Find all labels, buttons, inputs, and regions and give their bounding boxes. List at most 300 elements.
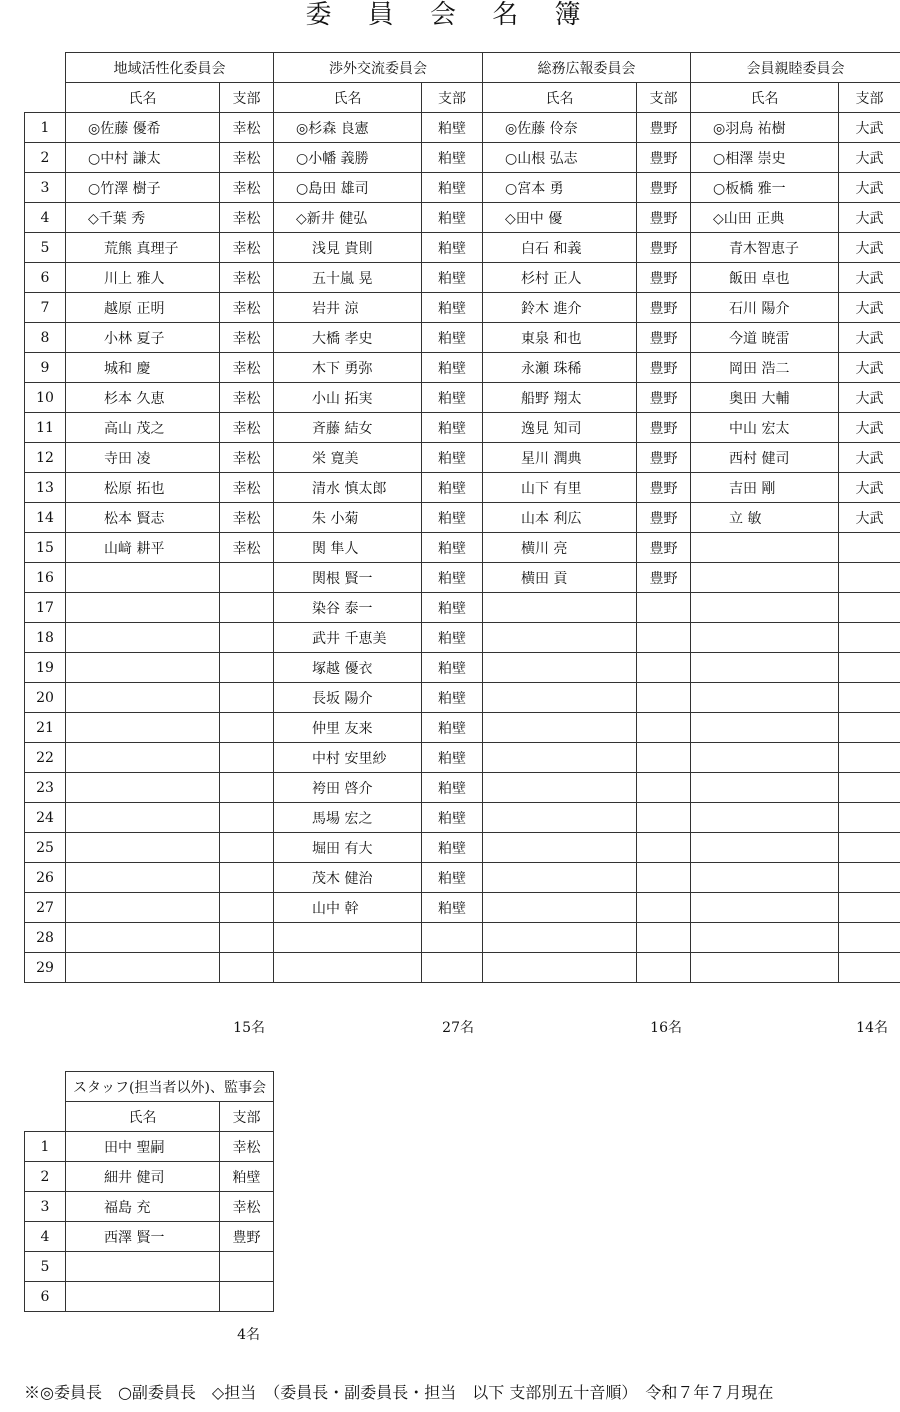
empty-name-cell [66, 953, 220, 983]
empty-branch-cell [422, 953, 483, 983]
table-row [25, 1222, 274, 1252]
member-branch: 大武 [839, 173, 900, 203]
member-branch: 幸松 [220, 443, 274, 473]
member-branch: 幸松 [220, 533, 274, 563]
member-name: 山下 有里 [483, 473, 637, 503]
empty-name-cell [483, 833, 637, 863]
table-row [25, 353, 900, 383]
empty-branch-cell [220, 713, 274, 743]
member-name: 高山 茂之 [66, 413, 220, 443]
member-branch: 幸松 [220, 173, 274, 203]
row-number: 8 [25, 323, 66, 353]
committee-count-2: 27名 [442, 1020, 474, 1036]
empty-branch-cell [220, 953, 274, 983]
member-name: ○山根 弘志 [483, 143, 637, 173]
staff-branch: 粕壁 [220, 1162, 274, 1192]
member-name: ◇田中 優 [483, 203, 637, 233]
member-branch: 大武 [839, 353, 900, 383]
member-name: 栄 寛美 [274, 443, 422, 473]
staff-branch: 幸松 [220, 1132, 274, 1162]
member-name: 松原 拓也 [66, 473, 220, 503]
empty-name-cell [274, 953, 422, 983]
member-branch: 粕壁 [422, 833, 483, 863]
row-number: 1 [25, 1132, 66, 1162]
member-name: ○板橋 雅一 [691, 173, 839, 203]
member-name: 関 隼人 [274, 533, 422, 563]
row-number: 28 [25, 923, 66, 953]
member-name: 中村 安里紗 [274, 743, 422, 773]
empty-branch-cell [637, 593, 691, 623]
empty-name-cell [691, 803, 839, 833]
empty-branch-cell [839, 683, 900, 713]
member-name: 五十嵐 晃 [274, 263, 422, 293]
member-branch: 粕壁 [422, 413, 483, 443]
member-branch: 粕壁 [422, 113, 483, 143]
empty-name-cell [691, 653, 839, 683]
empty-branch-cell [637, 773, 691, 803]
member-name: 横田 貢 [483, 563, 637, 593]
row-number: 3 [25, 1192, 66, 1222]
empty-branch-cell [637, 863, 691, 893]
member-name: 岡田 浩二 [691, 353, 839, 383]
member-name: 立 敏 [691, 503, 839, 533]
empty-name-cell [66, 833, 220, 863]
member-branch: 粕壁 [422, 293, 483, 323]
staff-group-name: スタッフ(担当者以外)、監事会 [66, 1072, 274, 1102]
member-branch: 粕壁 [422, 323, 483, 353]
table-row [25, 323, 900, 353]
member-branch: 粕壁 [422, 263, 483, 293]
member-name: ◇新井 健弘 [274, 203, 422, 233]
member-branch: 大武 [839, 443, 900, 473]
empty-branch-cell [637, 953, 691, 983]
empty-name-cell [483, 953, 637, 983]
committee-name: 渉外交流委員会 [274, 53, 483, 83]
member-name: 横川 亮 [483, 533, 637, 563]
member-branch: 幸松 [220, 263, 274, 293]
branch-column-header: 支部 [220, 83, 274, 113]
empty-branch-cell [839, 743, 900, 773]
member-branch: 幸松 [220, 413, 274, 443]
empty-branch-cell [839, 533, 900, 563]
row-number: 4 [25, 1222, 66, 1252]
member-name: 塚越 優衣 [274, 653, 422, 683]
empty-name-cell [66, 713, 220, 743]
empty-name-cell [691, 863, 839, 893]
row-number: 2 [25, 143, 66, 173]
empty-branch-cell [839, 863, 900, 893]
member-name: ○島田 雄司 [274, 173, 422, 203]
table-row [25, 953, 900, 983]
table-row [25, 1192, 274, 1222]
member-branch: 豊野 [637, 353, 691, 383]
row-number: 21 [25, 713, 66, 743]
member-branch: 大武 [839, 293, 900, 323]
member-branch: 粕壁 [422, 353, 483, 383]
staff-name: 福島 充 [66, 1192, 220, 1222]
empty-branch-cell [220, 1282, 274, 1312]
branch-column-header: 支部 [422, 83, 483, 113]
corner-cell [25, 83, 66, 113]
row-number: 2 [25, 1162, 66, 1192]
empty-name-cell [483, 773, 637, 803]
empty-name-cell [691, 593, 839, 623]
row-number: 13 [25, 473, 66, 503]
member-branch: 大武 [839, 233, 900, 263]
empty-branch-cell [637, 923, 691, 953]
table-row [25, 653, 900, 683]
empty-branch-cell [839, 803, 900, 833]
staff-branch: 豊野 [220, 1222, 274, 1252]
member-name: 青木智恵子 [691, 233, 839, 263]
member-branch: 粕壁 [422, 443, 483, 473]
member-name: 仲里 友来 [274, 713, 422, 743]
member-branch: 幸松 [220, 293, 274, 323]
corner-cell [25, 1072, 66, 1102]
empty-name-cell [66, 773, 220, 803]
table-row [25, 233, 900, 263]
member-name: 長坂 陽介 [274, 683, 422, 713]
member-branch: 粕壁 [422, 743, 483, 773]
empty-branch-cell [637, 893, 691, 923]
committee-name: 地域活性化委員会 [66, 53, 274, 83]
member-name: 西村 健司 [691, 443, 839, 473]
member-name: 松本 賢志 [66, 503, 220, 533]
footnote: ※◎委員長 ○副委員長 ◇担当 （委員長・副委員長・担当 以下 支部別五十音順） 令和７年７月現在 [24, 1383, 774, 1402]
empty-branch-cell [220, 653, 274, 683]
empty-name-cell [66, 743, 220, 773]
member-branch: 幸松 [220, 503, 274, 533]
member-name: 茂木 健治 [274, 863, 422, 893]
table-row [25, 1252, 274, 1282]
table-row [25, 893, 900, 923]
member-name: 杉村 正人 [483, 263, 637, 293]
empty-name-cell [66, 803, 220, 833]
name-column-header: 氏名 [66, 1102, 220, 1132]
row-number: 15 [25, 533, 66, 563]
member-name: ○中村 謙太 [66, 143, 220, 173]
table-row [25, 533, 900, 563]
row-number: 22 [25, 743, 66, 773]
table-row [25, 413, 900, 443]
staff-column-header-row [25, 1102, 274, 1132]
member-name: 杉本 久恵 [66, 383, 220, 413]
committee-count-3: 16名 [650, 1020, 682, 1036]
member-name: 飯田 卓也 [691, 263, 839, 293]
member-name: 船野 翔太 [483, 383, 637, 413]
member-branch: 粕壁 [422, 803, 483, 833]
empty-branch-cell [220, 833, 274, 863]
member-name: 堀田 有大 [274, 833, 422, 863]
empty-branch-cell [220, 893, 274, 923]
empty-name-cell [483, 683, 637, 713]
page-title: 委 員 会 名 簿 [305, 0, 595, 30]
member-name: ◇山田 正典 [691, 203, 839, 233]
member-name: 川上 雅人 [66, 263, 220, 293]
table-row [25, 203, 900, 233]
member-name: 馬場 宏之 [274, 803, 422, 833]
empty-branch-cell [422, 923, 483, 953]
member-branch: 粕壁 [422, 473, 483, 503]
member-branch: 幸松 [220, 203, 274, 233]
member-name: 石川 陽介 [691, 293, 839, 323]
empty-branch-cell [839, 893, 900, 923]
branch-column-header: 支部 [220, 1102, 274, 1132]
committee-name: 会員親睦委員会 [691, 53, 900, 83]
table-row [25, 803, 900, 833]
member-name: 小山 拓実 [274, 383, 422, 413]
empty-name-cell [66, 683, 220, 713]
table-row [25, 593, 900, 623]
empty-branch-cell [220, 1252, 274, 1282]
empty-branch-cell [637, 803, 691, 833]
empty-branch-cell [220, 563, 274, 593]
empty-name-cell [483, 653, 637, 683]
empty-name-cell [483, 893, 637, 923]
empty-name-cell [691, 623, 839, 653]
staff-name: 細井 健司 [66, 1162, 220, 1192]
empty-name-cell [691, 533, 839, 563]
member-name: 大橋 孝史 [274, 323, 422, 353]
table-row [25, 503, 900, 533]
member-branch: 豊野 [637, 413, 691, 443]
committee-header-row [25, 53, 900, 83]
empty-name-cell [691, 713, 839, 743]
table-row [25, 563, 900, 593]
member-name: 奥田 大輔 [691, 383, 839, 413]
corner-cell [25, 53, 66, 83]
member-branch: 豊野 [637, 323, 691, 353]
member-name: 武井 千恵美 [274, 623, 422, 653]
empty-branch-cell [220, 863, 274, 893]
member-branch: 豊野 [637, 203, 691, 233]
member-branch: 豊野 [637, 503, 691, 533]
member-name: 吉田 剛 [691, 473, 839, 503]
empty-branch-cell [839, 953, 900, 983]
branch-column-header: 支部 [637, 83, 691, 113]
member-branch: 大武 [839, 263, 900, 293]
row-number: 6 [25, 1282, 66, 1312]
member-branch: 粕壁 [422, 383, 483, 413]
member-branch: 豊野 [637, 383, 691, 413]
member-name: ◎佐藤 伶奈 [483, 113, 637, 143]
row-number: 12 [25, 443, 66, 473]
name-column-header: 氏名 [66, 83, 220, 113]
empty-name-cell [691, 683, 839, 713]
empty-name-cell [66, 863, 220, 893]
name-column-header: 氏名 [274, 83, 422, 113]
member-name: 山本 利広 [483, 503, 637, 533]
member-name: 染谷 泰一 [274, 593, 422, 623]
empty-branch-cell [839, 653, 900, 683]
empty-name-cell [483, 593, 637, 623]
member-branch: 幸松 [220, 323, 274, 353]
empty-name-cell [66, 563, 220, 593]
empty-name-cell [483, 713, 637, 743]
table-row [25, 1162, 274, 1192]
member-name: ○宮本 勇 [483, 173, 637, 203]
member-name: 永瀬 珠稀 [483, 353, 637, 383]
member-branch: 豊野 [637, 533, 691, 563]
member-name: 城和 慶 [66, 353, 220, 383]
member-name: 白石 和義 [483, 233, 637, 263]
table-row [25, 143, 900, 173]
member-name: 浅見 貴則 [274, 233, 422, 263]
row-number: 27 [25, 893, 66, 923]
empty-branch-cell [839, 713, 900, 743]
row-number: 1 [25, 113, 66, 143]
member-branch: 豊野 [637, 443, 691, 473]
empty-branch-cell [220, 803, 274, 833]
table-row [25, 173, 900, 203]
column-header-row [25, 83, 900, 113]
member-name: ○相澤 崇史 [691, 143, 839, 173]
member-branch: 豊野 [637, 293, 691, 323]
table-row [25, 773, 900, 803]
member-name: 斉藤 結女 [274, 413, 422, 443]
member-branch: 粕壁 [422, 863, 483, 893]
member-name: ○竹澤 樹子 [66, 173, 220, 203]
member-branch: 粕壁 [422, 773, 483, 803]
member-name: 小林 夏子 [66, 323, 220, 353]
row-number: 3 [25, 173, 66, 203]
member-branch: 豊野 [637, 173, 691, 203]
member-name: 袴田 啓介 [274, 773, 422, 803]
table-row [25, 923, 900, 953]
row-number: 5 [25, 1252, 66, 1282]
table-row [25, 1132, 274, 1162]
member-branch: 大武 [839, 473, 900, 503]
member-branch: 粕壁 [422, 503, 483, 533]
row-number: 24 [25, 803, 66, 833]
row-number: 10 [25, 383, 66, 413]
staff-count: 4名 [237, 1327, 260, 1343]
row-number: 17 [25, 593, 66, 623]
member-branch: 大武 [839, 503, 900, 533]
table-row [25, 263, 900, 293]
table-row [25, 713, 900, 743]
member-branch: 幸松 [220, 473, 274, 503]
table-row [25, 293, 900, 323]
member-name: 朱 小菊 [274, 503, 422, 533]
member-branch: 幸松 [220, 353, 274, 383]
table-row [25, 113, 900, 143]
empty-branch-cell [839, 563, 900, 593]
row-number: 14 [25, 503, 66, 533]
table-row [25, 1282, 274, 1312]
empty-name-cell [483, 623, 637, 653]
empty-name-cell [691, 893, 839, 923]
empty-branch-cell [220, 683, 274, 713]
staff-header-row [25, 1072, 274, 1102]
empty-name-cell [691, 563, 839, 593]
member-name: 荒熊 真理子 [66, 233, 220, 263]
member-branch: 大武 [839, 143, 900, 173]
empty-branch-cell [637, 833, 691, 863]
member-branch: 粕壁 [422, 173, 483, 203]
member-name: ◎佐藤 優希 [66, 113, 220, 143]
row-number: 9 [25, 353, 66, 383]
member-branch: 大武 [839, 323, 900, 353]
row-number: 25 [25, 833, 66, 863]
table-row [25, 473, 900, 503]
member-branch: 豊野 [637, 143, 691, 173]
member-branch: 粕壁 [422, 143, 483, 173]
committee-count-4: 14名 [856, 1020, 888, 1036]
empty-name-cell [66, 653, 220, 683]
member-name: 鈴木 進介 [483, 293, 637, 323]
member-branch: 豊野 [637, 263, 691, 293]
committee-count-1: 15名 [233, 1020, 265, 1036]
member-branch: 大武 [839, 413, 900, 443]
row-number: 16 [25, 563, 66, 593]
member-name: 山﨑 耕平 [66, 533, 220, 563]
member-branch: 粕壁 [422, 533, 483, 563]
empty-name-cell [66, 893, 220, 923]
member-name: 清水 慎太郎 [274, 473, 422, 503]
empty-name-cell [691, 743, 839, 773]
table-row [25, 863, 900, 893]
empty-branch-cell [220, 623, 274, 653]
member-branch: 大武 [839, 383, 900, 413]
branch-column-header: 支部 [839, 83, 900, 113]
corner-cell [25, 1102, 66, 1132]
member-branch: 幸松 [220, 143, 274, 173]
empty-name-cell [483, 923, 637, 953]
empty-name-cell [66, 1282, 220, 1312]
empty-name-cell [691, 923, 839, 953]
member-branch: 粕壁 [422, 563, 483, 593]
empty-branch-cell [637, 713, 691, 743]
empty-name-cell [691, 953, 839, 983]
empty-branch-cell [839, 923, 900, 953]
empty-branch-cell [220, 773, 274, 803]
empty-name-cell [483, 863, 637, 893]
row-number: 29 [25, 953, 66, 983]
member-name: 越原 正明 [66, 293, 220, 323]
staff-name: 西澤 賢一 [66, 1222, 220, 1252]
member-branch: 粕壁 [422, 233, 483, 263]
empty-name-cell [483, 803, 637, 833]
member-name: 岩井 涼 [274, 293, 422, 323]
member-name: 東泉 和也 [483, 323, 637, 353]
row-number: 23 [25, 773, 66, 803]
member-branch: 豊野 [637, 233, 691, 263]
empty-branch-cell [637, 653, 691, 683]
member-branch: 大武 [839, 203, 900, 233]
row-number: 7 [25, 293, 66, 323]
member-branch: 豊野 [637, 113, 691, 143]
member-branch: 大武 [839, 113, 900, 143]
member-branch: 幸松 [220, 113, 274, 143]
staff-branch: 幸松 [220, 1192, 274, 1222]
empty-branch-cell [220, 743, 274, 773]
table-row [25, 743, 900, 773]
row-number: 18 [25, 623, 66, 653]
member-name: 逸見 知司 [483, 413, 637, 443]
member-branch: 豊野 [637, 473, 691, 503]
table-row [25, 383, 900, 413]
member-name: 星川 潤典 [483, 443, 637, 473]
empty-branch-cell [839, 623, 900, 653]
member-name: 寺田 凌 [66, 443, 220, 473]
row-number: 11 [25, 413, 66, 443]
table-row [25, 833, 900, 863]
empty-name-cell [691, 773, 839, 803]
empty-name-cell [66, 923, 220, 953]
member-name: ○小幡 義勝 [274, 143, 422, 173]
table-row [25, 443, 900, 473]
